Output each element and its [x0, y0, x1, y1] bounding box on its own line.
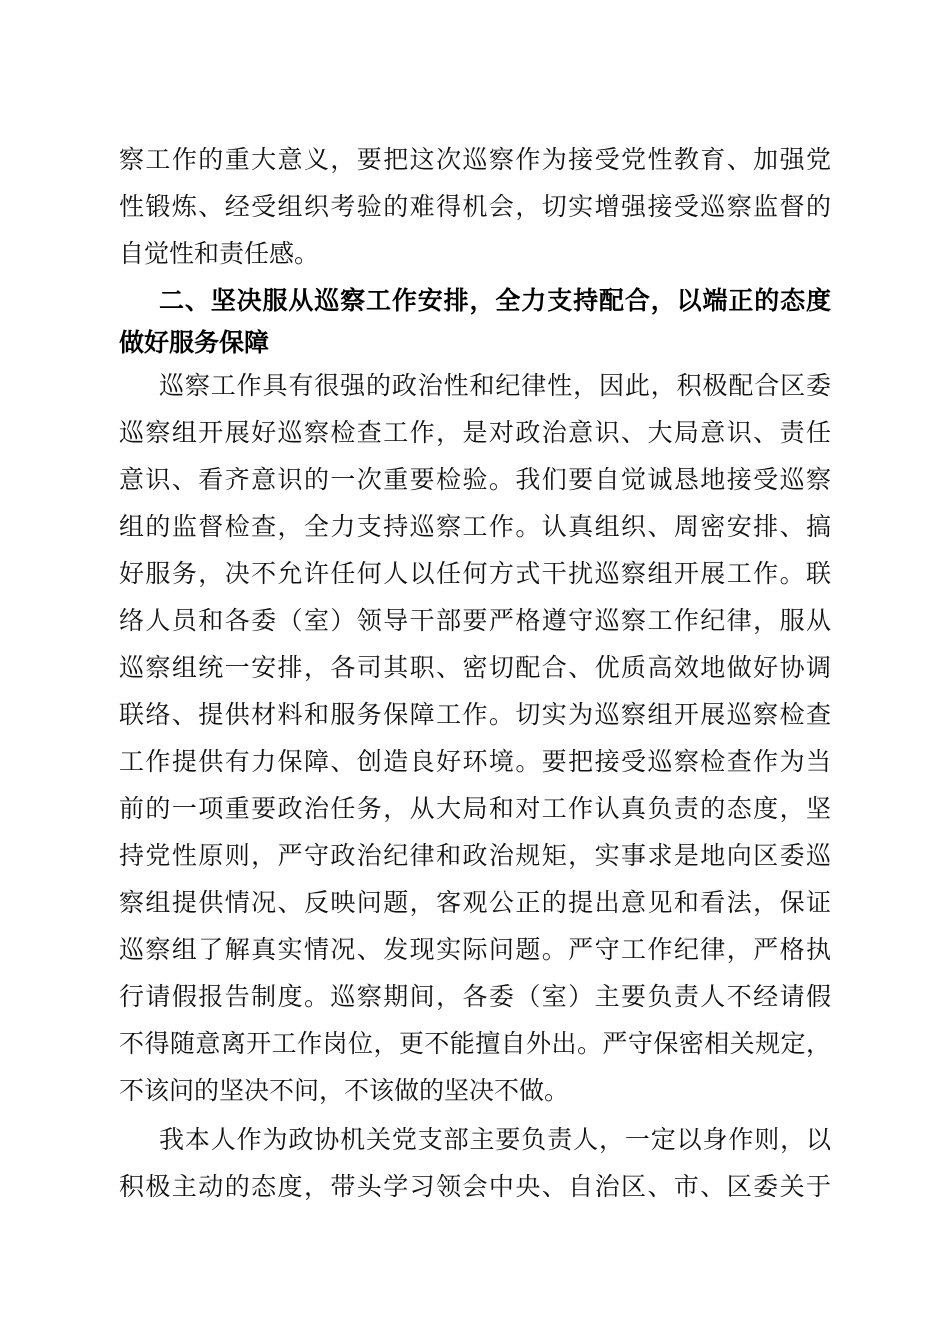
body-text-line: 不该问的坚决不问，不该做的坚决不做。: [119, 1076, 570, 1105]
body-text-line: 积极主动的态度，带头学习领会中央、自治区、市、区委关于: [119, 1172, 831, 1201]
body-text-line: 意识、看齐意识的一次重要检验。我们要自觉诚恳地接受巡察: [119, 465, 831, 494]
body-text-line: 工作提供有力保障、创造良好环境。要把接受巡察检查作为当: [119, 747, 831, 776]
body-text-line: 组的监督检查，全力支持巡察工作。认真组织、周密安排、搞: [119, 512, 831, 541]
body-text-line: 持党性原则，严守政治纪律和政治规矩，实事求是地向区委巡: [119, 841, 831, 870]
body-text-line: 我本人作为政协机关党支部主要负责人，一定以身作则，以: [159, 1125, 831, 1154]
body-text-line: 联络、提供材料和服务保障工作。切实为巡察组开展巡察检查: [119, 700, 831, 729]
body-text-line: 好服务，决不允许任何人以任何方式干扰巡察组开展工作。联: [119, 559, 831, 588]
body-text-line: 络人员和各委（室）领导干部要严格遵守巡察工作纪律，服从: [119, 606, 831, 635]
body-text-line: 不得随意离开工作岗位，更不能擅自外出。严守保密相关规定，: [119, 1029, 831, 1058]
body-text-line: 察工作的重大意义，要把这次巡察作为接受党性教育、加强党: [119, 145, 831, 174]
body-text-line: 巡察工作具有很强的政治性和纪律性，因此，积极配合区委: [159, 371, 831, 400]
body-text-line: 巡察组统一安排，各司其职、密切配合、优质高效地做好协调: [119, 653, 831, 682]
body-text-line: 察组提供情况、反映问题，客观公正的提出意见和看法，保证: [119, 888, 831, 917]
body-text-line: 前的一项重要政治任务，从大局和对工作认真负责的态度，坚: [119, 794, 831, 823]
body-text-line: 性锻炼、经受组织考验的难得机会，切实增强接受巡察监督的: [119, 192, 831, 221]
body-text-line: 巡察组了解真实情况、发现实际问题。严守工作纪律，严格执: [119, 935, 831, 964]
section-heading: 二、坚决服从巡察工作安排，全力支持配合，以端正的态度: [159, 286, 831, 315]
body-text-line: 巡察组开展好巡察检查工作，是对政治意识、大局意识、责任: [119, 418, 831, 447]
section-heading: 做好服务保障: [119, 328, 270, 357]
body-text-line: 自觉性和责任感。: [119, 239, 320, 268]
body-text-line: 行请假报告制度。巡察期间，各委（室）主要负责人不经请假: [119, 982, 831, 1011]
